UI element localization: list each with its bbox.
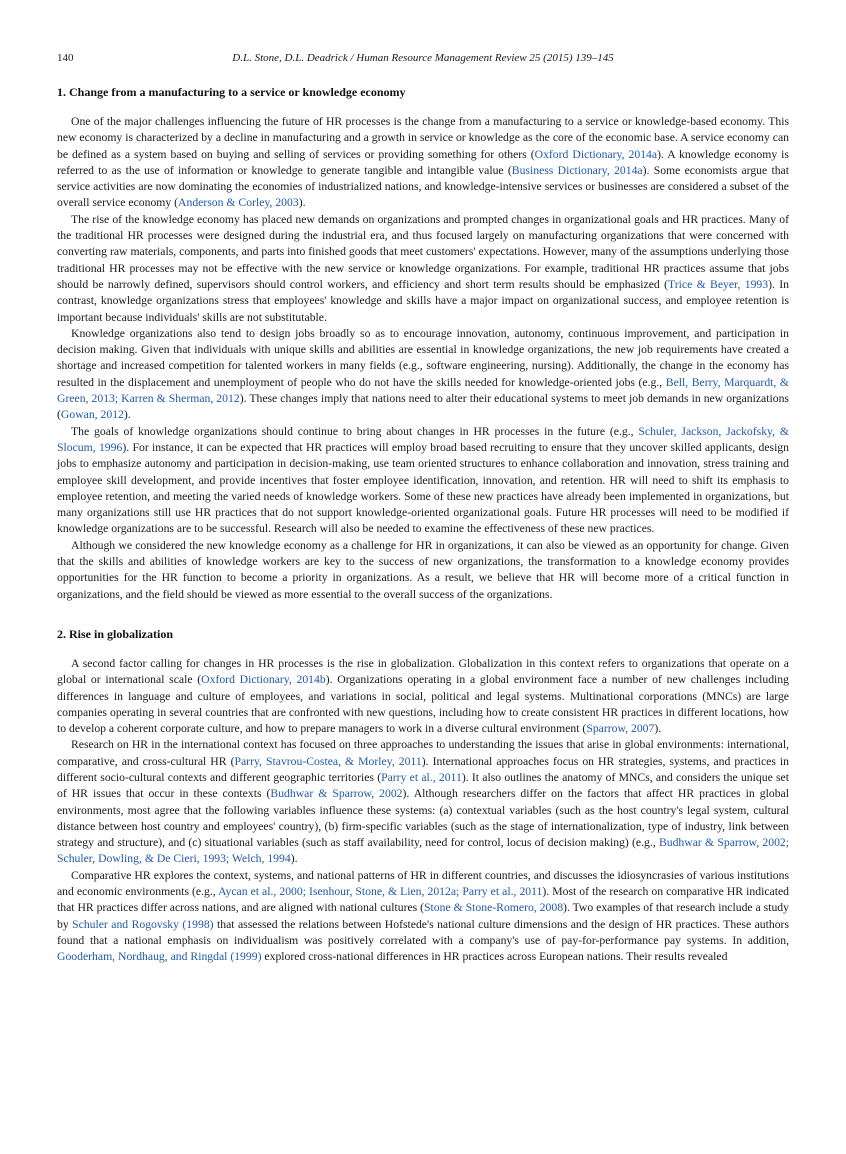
citation-link[interactable]: Budhwar & Sparrow, 2002; Schuler, Dowling, & De Cieri, 1993; Welch, 1994 [57, 836, 789, 866]
citation-link[interactable]: Trice & Beyer, 1993 [668, 277, 769, 291]
citation-link[interactable]: Schuler and Rogovsky (1998) [72, 917, 214, 931]
running-title: D.L. Stone, D.L. Deadrick / Human Resource Management Review 25 (2015) 139–145 [232, 52, 614, 64]
paragraph: The goals of knowledge organizations should continue to bring about changes in HR processes in the future (e.g., Schuler, Jackson, Jackofsky, & Slocum, 1996). For instance, it can be expected that HR practices will employ broad based recruiting to ensure that they uncover skilled applicants, design jobs to emphasize autonomy and participation in decision-making, use team oriented structures to enhance collaboration and innovation, stress training and employee skill development, and provide incentives that foster employee identification, innovation, and retention. HR will need to shift its emphasis to employee retention, and meeting the varied needs of knowledge workers. Some of these new practices have already been implemented in organizations, but many organizations still use HR practices that do not support knowledge-oriented organizational goals. Future HR processes will need to be modified if knowledge organizations are to be successful. Research will also be needed to examine the effectiveness of these new practices. [57, 424, 789, 536]
citation-link[interactable]: Schuler, Jackson, Jackofsky, & Slocum, 1996 [57, 424, 789, 454]
citation-link[interactable]: Aycan et al., 2000; Isenhour, Stone, & Lien, 2012a; Parry et al., 2011 [218, 885, 543, 899]
section-heading: 1. Change from a manufacturing to a service or knowledge economy [57, 85, 406, 99]
citation-link[interactable]: Bell, Berry, Marquardt, & Green, 2013; Karren & Sherman, 2012 [57, 375, 789, 406]
citation-link[interactable]: Parry et al., 2011 [381, 770, 462, 784]
paragraph: One of the major challenges influencing the future of HR processes is the change from a manufacturing to a service or knowledge-based economy. This new economy is characterized by a decline in manufacturing and a growth in service or knowledge as the core of the economic base. A service economy can be defined as a system based on buying and selling of services or providing something for others (Oxford Dictionary, 2014a). A knowledge economy is referred to as the use of information or knowledge to generate tangible and intangible value (Business Dictionary, 2014a). Some economists argue that service activities are now dominating the economies of industrialized nations, and knowledge-intensive services or businesses are considered a subset of the overall service economy (Anderson & Corley, 2003). [57, 115, 789, 210]
paragraph: Although we considered the new knowledge economy as a challenge for HR in organizations, it can also be viewed as an opportunity for change. Given that the skills and abilities of knowledge workers are key to the success of new organizations, the transformation to a knowledge economy provides opportunities for the HR function to become a priority in organizations. As a result, we believe that HR will become more of a critical function in organizations, and the field should be viewed as more essential to the overall success of the organizations. [57, 538, 789, 601]
running-header [57, 52, 789, 64]
citation-link[interactable]: Oxford Dictionary, 2014a [534, 147, 658, 161]
article-body [57, 85, 789, 966]
citation-link[interactable]: Parry, Stavrou-Costea, & Morley, 2011 [234, 754, 422, 768]
page-number: 140 [57, 52, 74, 64]
citation-link[interactable]: Oxford Dictionary, 2014b [201, 673, 326, 687]
paragraph: A second factor calling for changes in HR processes is the rise in globalization. Globalization in this context refers to organizations that operate on a global or international scale (Oxford Dictionary, 2014b). Organizations operating in a global environment face a number of new challenges including differences in language and culture of employees, and variations in social, political and legal systems. Multinational corporations (MNCs) are large companies operating in several countries that are confronted with new questions, including how to create consistent HR practices in different locations, how to develop a coherent corporate culture, and how to prepare managers to work in a diverse cultural environment (Sparrow, 2007). [57, 656, 789, 736]
citation-link[interactable]: Stone & Stone-Romero, 2008 [424, 901, 564, 915]
section-heading: 2. Rise in globalization [57, 626, 174, 641]
paragraph: The rise of the knowledge economy has placed new demands on organizations and prompted changes in organizational goals and HR practices. Many of the traditional HR processes were designed during the industrial era, and thus focused largely on manufacturing organizations that were concerned with converting raw materials, components, and parts into finished goods that meet customers' expectations. However, many of the assumptions underlying those traditional HR processes may not be effective with the new service or knowledge organizations. For example, traditional HR practices assume that jobs should be narrowly defined, supervisors should control workers, and efficiency and short term results should be emphasized (Trice & Beyer, 1993). In contrast, knowledge organizations stress that employees' knowledge and skills have a major impact on organizational success, and employee retention is important because individuals' skills are not substitutable. [57, 212, 789, 324]
citation-link[interactable]: Gooderham, Nordhaug, and Ringdal (1999) [57, 950, 262, 964]
paragraph: Comparative HR explores the context, systems, and national patterns of HR in different countries, and discusses the idiosyncrasies of various institutions and economic environments (e.g., Aycan et al., 2000; Isenhour, Stone, & Lien, 2012a; Parry et al., 2011). Most of the research on comparative HR indicated that HR practices differ across nations, and are aligned with national cultures (Stone & Stone-Romero, 2008). Two examples of that research include a study by Schuler and Rogovsky (1998) that assessed the relations between Hofstede's national culture dimensions and the design of HR practices. These authors found that a national emphasis on individualism was positively correlated with a company's use of pay-for-performance pay systems. In addition, Gooderham, Nordhaug, and Ringdal (1999) explored cross-national differences in HR practices across European nations. Their results revealed [57, 868, 789, 964]
citation-link[interactable]: Gowan, 2012 [60, 408, 124, 422]
citation-link[interactable]: Business Dictionary, 2014a [511, 163, 643, 177]
paragraph: Knowledge organizations also tend to design jobs broadly so as to encourage innovation, autonomy, continuous improvement, and participation in decision making. Given that individuals with unique skills and abilities are essential in knowledge organizations, the new job requirements have created a shortage and increased competition for talented workers in many fields (e.g., software engineering, nursing). Additionally, the change in the economy has resulted in the displacement and unemployment of people who do not have the skills needed for knowledge-oriented jobs (e.g., Bell, Berry, Marquardt, & Green, 2013; Karren & Sherman, 2012). These changes imply that nations need to alter their educational systems to meet job demands in new organizations (Gowan, 2012). [57, 326, 789, 422]
paragraph: Research on HR in the international context has focused on three approaches to understanding the issues that arise in global environments: international, comparative, and cross-cultural HR (Parry, Stavrou-Costea, & Morley, 2011). International approaches focus on HR strategies, systems, and practices in different socio-cultural contexts and different geographic territories (Parry et al., 2011). It also outlines the anatomy of MNCs, and considers the unique set of HR issues that occur in these contexts (Budhwar & Sparrow, 2002). Although researchers differ on the factors that affect HR practices in global environments, most agree that the following variables influence these systems: (a) contextual variables (such as the host country's legal system, cultural distance between host country and employees' country), (b) firm-specific variables (such as the stage of internationalization, type of industry, link between strategy and structure), and (c) situational variables (such as staff availability, need for control, locus of decision making) (e.g., Budhwar & Sparrow, 2002; Schuler, Dowling, & De Cieri, 1993; Welch, 1994). [57, 738, 790, 866]
citation-link[interactable]: Anderson & Corley, 2003 [178, 196, 299, 210]
citation-link[interactable]: Sparrow, 2007 [586, 722, 655, 736]
citation-link[interactable]: Budhwar & Sparrow, 2002 [270, 787, 403, 801]
